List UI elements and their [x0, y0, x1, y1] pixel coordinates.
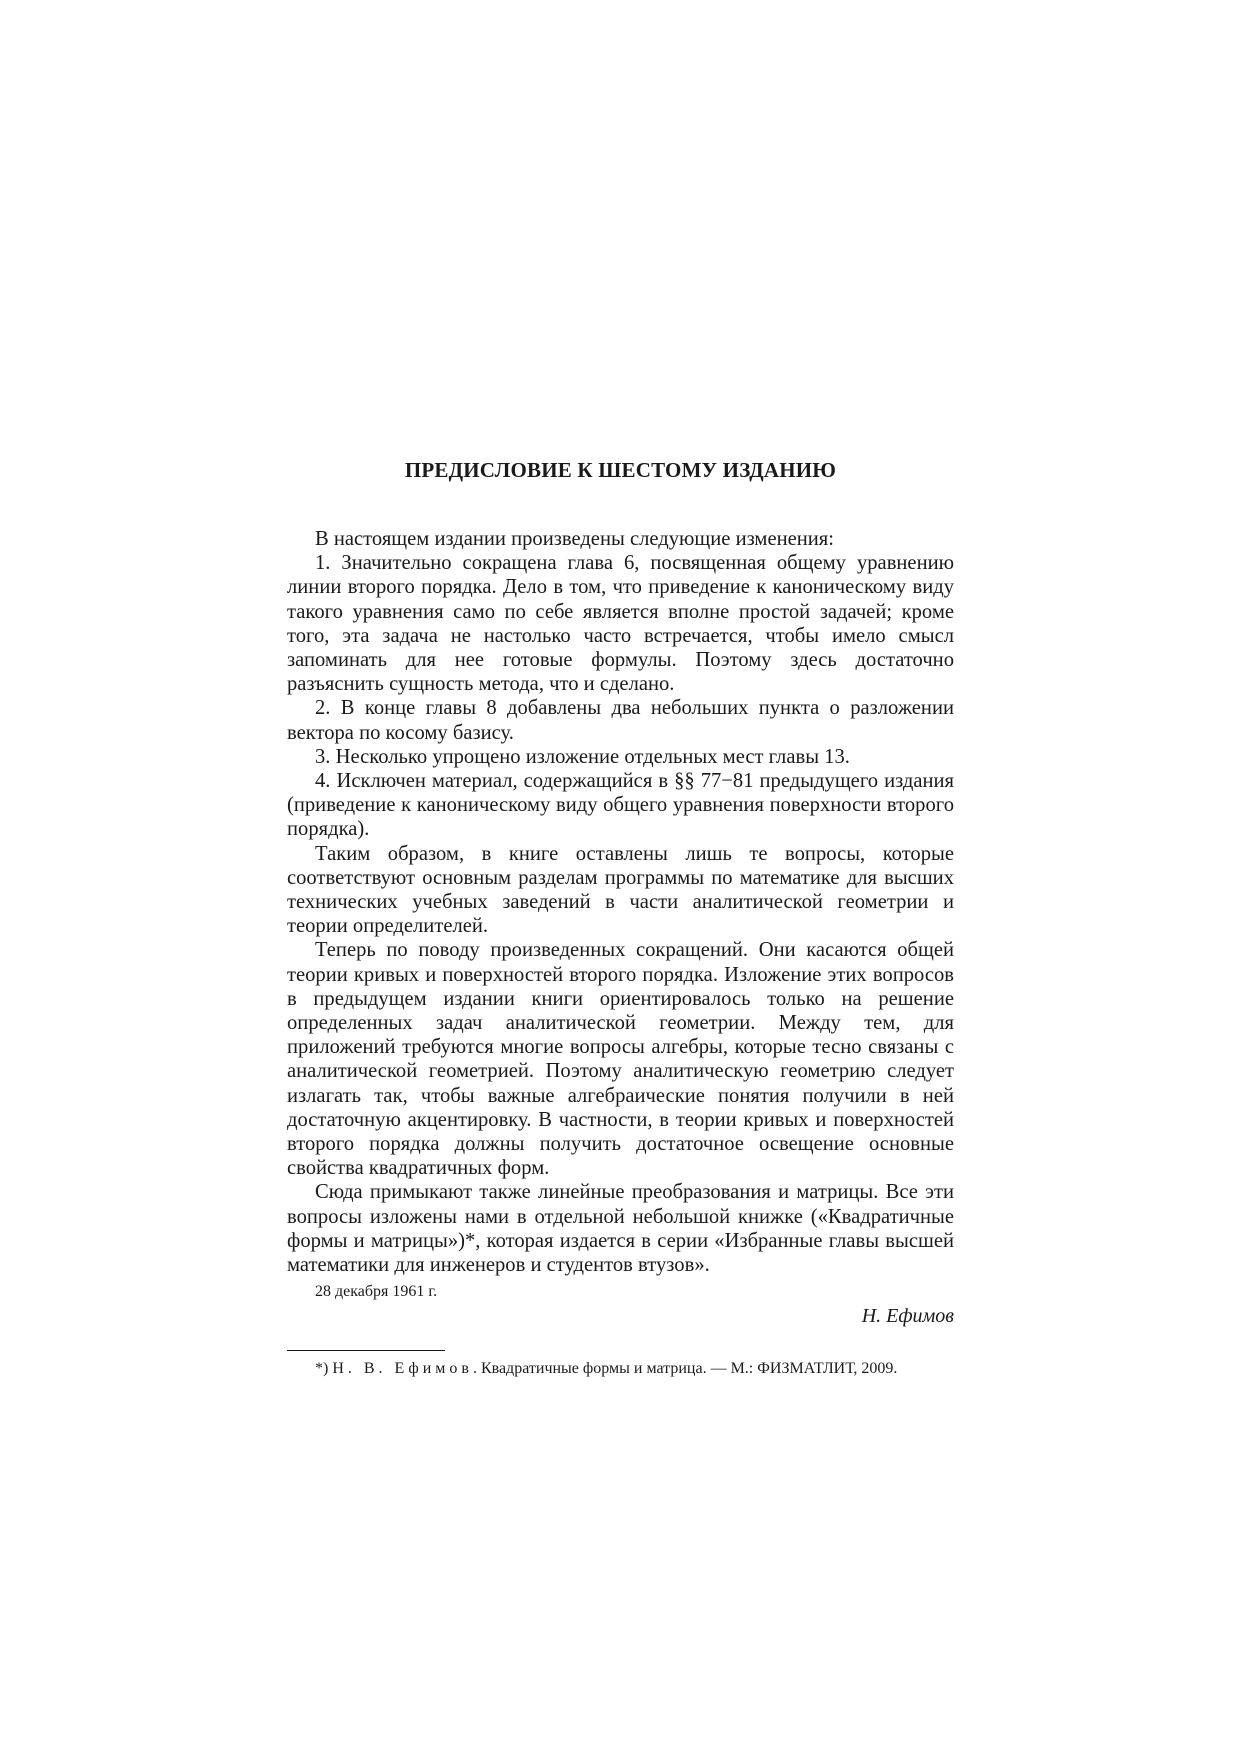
- footnote-divider: [287, 1350, 445, 1351]
- date: 28 декабря 1961 г.: [315, 1283, 438, 1301]
- paragraph: 4. Исключен материал, содержащийся в §§ 77−81 предыдущего издания (приведение к каноническому виду общего уравнения поверхности второго порядка).: [287, 770, 954, 841]
- paragraph: 3. Несколько упрощено изложение отдельных мест главы 13.: [315, 745, 850, 768]
- page-title: ПРЕДИСЛОВИЕ К ШЕСТОМУ ИЗДАНИЮ: [404, 458, 837, 482]
- signature: Н. Ефимов: [861, 1305, 954, 1328]
- footnote: [287, 1359, 954, 1379]
- paragraph: 1. Значительно сокращена глава 6, посвященная общему уравнению линии второго порядка. Дело в том, что приведение к каноническому виду такого уравнения само по себе является вполне простой задачей; кроме того, эта задача не настолько часто встречается, чтобы имело смысл запоминать для нее готовые формулы. Поэтому здесь достаточно разъяснить сущность метода, что и сделано.: [287, 552, 954, 696]
- paragraph: Таким образом, в книге оставлены лишь те вопросы, которые соответствуют основным разделам программы по математике для высших технических учебных заведений в части аналитической геометрии и теории определителей.: [287, 842, 954, 938]
- footnote-marker: *): [315, 1360, 329, 1378]
- page-content: [287, 458, 954, 1379]
- paragraph: Теперь по поводу произведенных сокращений. Они касаются общей теории кривых и поверхностей второго порядка. Изложение этих вопросов в предыдущем издании книги ориентировалось только на решение определенных задач аналитической геометрии. Между тем, для приложений требуются многие вопросы алгебры, которые тесно связаны с аналитической геометрией. Поэтому аналитическую геометрию следует излагать так, чтобы важные алгебраические понятия получили в ней достаточную акцентировку. В частности, в теории кривых и поверхностей второго порядка должны получить достаточное освещение основные свойства квадратичных форм.: [287, 939, 954, 1180]
- paragraph: Сюда примыкают также линейные преобразования и матрицы. Все эти вопросы изложены нами в отдельной небольшой книжке («Квадратичные формы и матрицы»)*, которая издается в серии «Избранные главы высшей математики для инженеров и студентов втузов».: [287, 1181, 954, 1277]
- paragraph: В настоящем издании произведены следующие изменения:: [315, 528, 834, 550]
- footnote-text: . Квадратичные формы и матрица. — М.: ФИЗМАТЛИТ, 2009.: [472, 1360, 898, 1378]
- preface-body: [287, 527, 954, 1277]
- footnote-author: Н. В. Ефимов: [332, 1360, 473, 1378]
- paragraph: 2. В конце главы 8 добавлены два небольших пункта о разложении вектора по косому базису.: [287, 697, 954, 744]
